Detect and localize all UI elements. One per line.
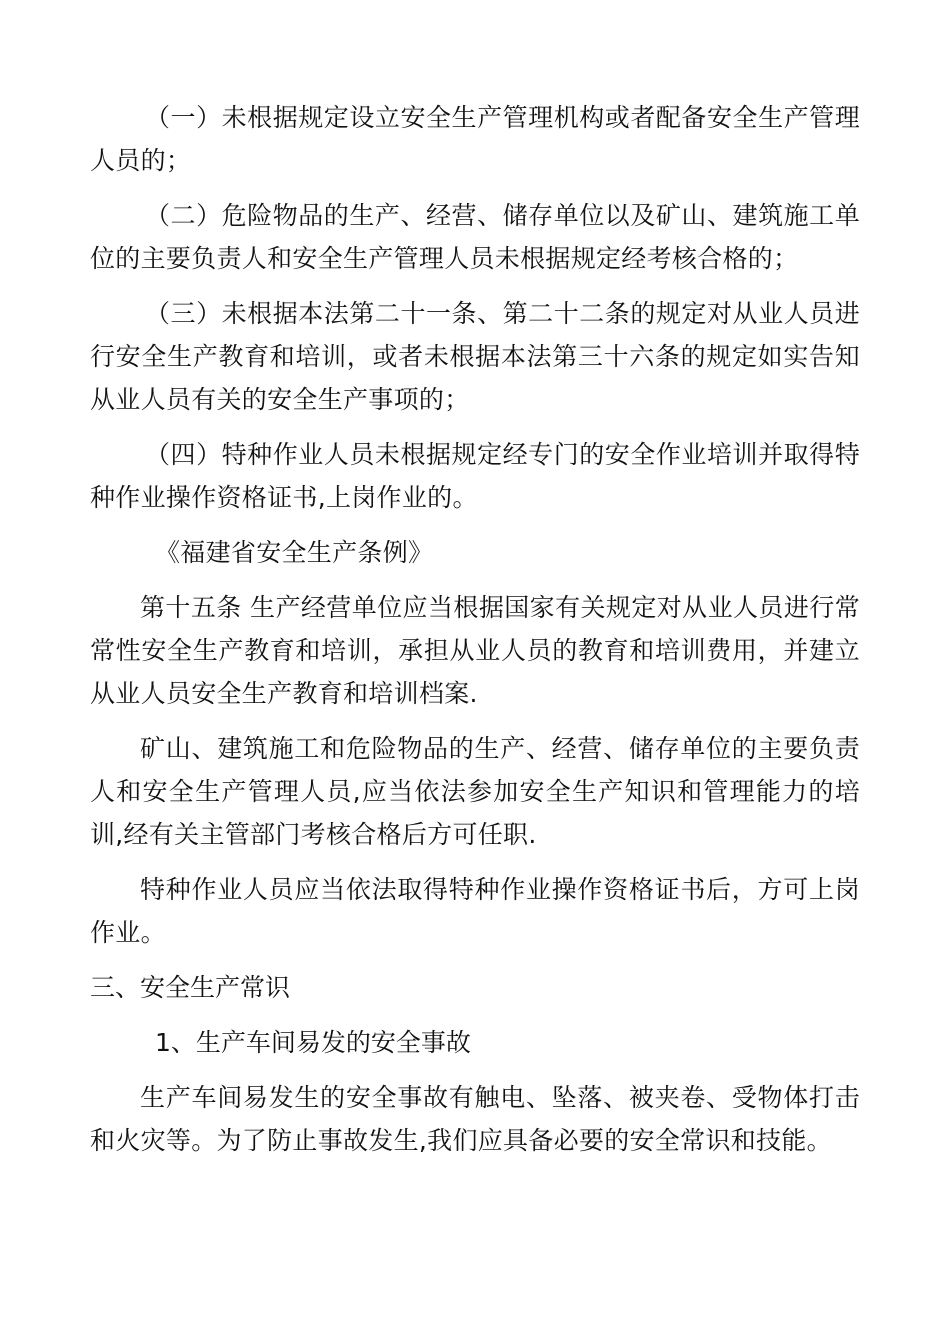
subsection-heading: 1、生产车间易发的安全事故 [155, 1028, 471, 1057]
document-body [90, 96, 860, 1174]
article-paragraph-1: 第十五条 生产经营单位应当根据国家有关规定对从业人员进行常常性安全生产教育和培训，承担从业人员的教育和培训费用，并建立从业人员安全生产教育和培训档案. [90, 593, 860, 708]
section-heading: 三、安全生产常识 [90, 973, 291, 1002]
article-paragraph-3: 特种作业人员应当依法取得特种作业操作资格证书后，方可上岗作业。 [90, 875, 860, 947]
clause-item-3: （三）未根据本法第二十一条、第二十二条的规定对从业人员进行安全生产教育和培训，或者未根据本法第三十六条的规定如实告知从业人员有关的安全生产事项的； [90, 299, 860, 414]
clause-item-4: （四）特种作业人员未根据规定经专门的安全作业培训并取得特种作业操作资格证书,上岗作业的。 [90, 440, 860, 512]
clause-item-2: （二）危险物品的生产、经营、储存单位以及矿山、建筑施工单位的主要负责人和安全生产管理人员未根据规定经考核合格的； [90, 201, 860, 273]
regulation-title: 《福建省安全生产条例》 [155, 538, 434, 567]
closing-paragraph: 生产车间易发生的安全事故有触电、坠落、被夹卷、受物体打击和火灾等。为了防止事故发生,我们应具备必要的安全常识和技能。 [90, 1083, 860, 1155]
clause-item-1: （一）未根据规定设立安全生产管理机构或者配备安全生产管理人员的； [90, 103, 860, 175]
article-paragraph-2: 矿山、建筑施工和危险物品的生产、经营、储存单位的主要负责人和安全生产管理人员,应当依法参加安全生产知识和管理能力的培训,经有关主管部门考核合格后方可任职. [90, 734, 860, 849]
